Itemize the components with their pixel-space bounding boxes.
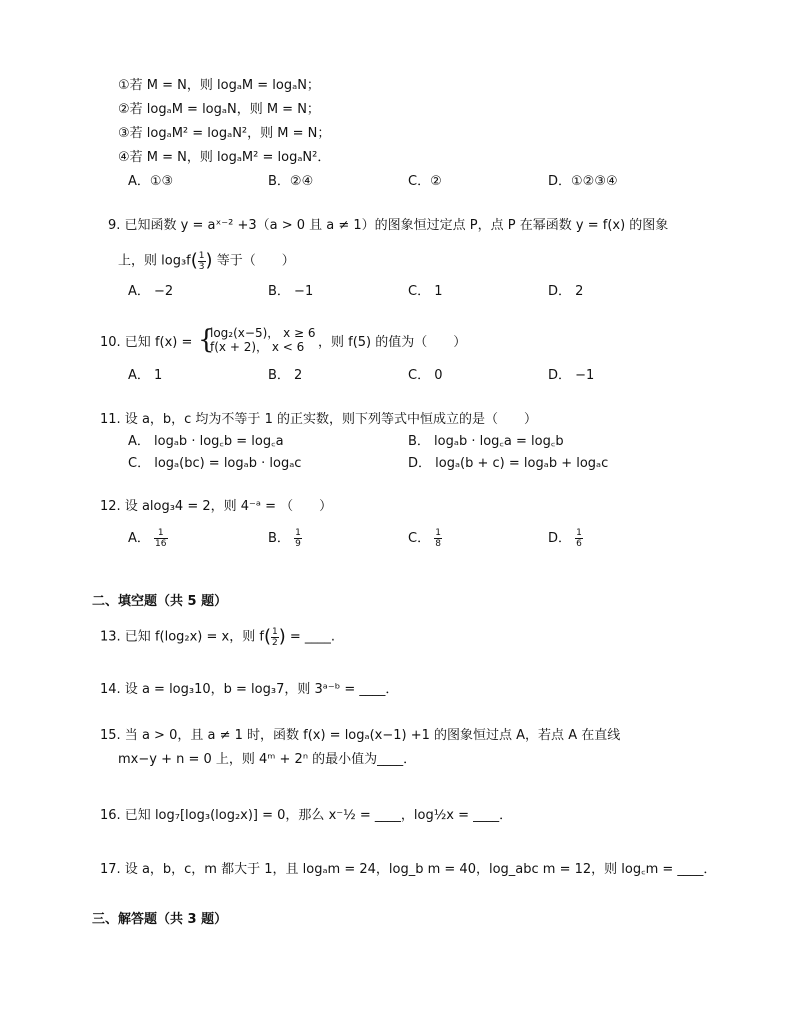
q11-stem: 11. 设 a，b，c 均为不等于 1 的正实数，则下列等式中恒成立的是（ ） [100,412,537,427]
q8-statement-2: ②若 logₐM = logₐN，则 M = N； [118,102,320,117]
q9-option-c: C． 1 [408,284,443,299]
q10-option-c: C． 0 [408,368,443,383]
q13-stem: 13. 已知 f(log₂x) = x，则 f( $\frac{1}{2}$ ) = ____. [100,626,336,648]
q11-option-c: C． logₐ(bc) = logₐb · logₐc [128,456,302,471]
q10-option-d: D． −1 [548,368,595,383]
q8-option-b: B．②④ [268,174,314,189]
q10-stem-pre: 10. 已知 f(x) = [100,335,193,350]
section-solution-title: 三、解答题（共 3 题） [92,912,228,927]
q11-option-a: A． logₐb · log꜀b = log꜀a [128,434,284,449]
section-fill-in-title: 二、填空题（共 5 题） [92,594,228,609]
q10-brace: { [198,325,215,355]
q10-stem-post: ，则 f(5) 的值为（ ） [318,335,467,350]
q8-option-c: C．② [408,174,442,189]
q15-stem-line2: mx−y + n = 0 上，则 4ᵐ + 2ⁿ 的最小值为____． [118,752,417,767]
q12-option-d: D． $\frac{1}{6}$ [548,528,582,549]
q8-option-d: D．①②③④ [548,174,618,189]
q8-statement-1: ①若 M = N，则 logₐM = logₐN； [118,78,320,93]
q11-option-b: B． logₐb · log꜀a = log꜀b [408,434,564,449]
q9-option-b: B． −1 [268,284,314,299]
q9-fraction: $\frac{1}{3}$ [198,250,205,272]
q9-stem-line2: 上，则 log₃f( $\frac{1}{3}$ ) 等于（ ） [118,250,295,272]
q10-case-2: f(x + 2)， x < 6 [210,340,305,354]
q12-option-a: A． $\frac{1}{16}$ [128,528,167,549]
q8-option-a: A．①③ [128,174,174,189]
q10-option-a: A． 1 [128,368,163,383]
q8-statement-4: ④若 M = N，则 logₐM² = logₐN²． [118,150,331,165]
q9-option-d: D． 2 [548,284,584,299]
q12-option-c: C． $\frac{1}{8}$ [408,528,441,549]
q17-stem: 17. 设 a，b，c，m 都大于 1，且 logₐm = 24，log_b m = 40，log_abc m = 12，则 log꜀m = ____． [100,862,717,877]
q9-stem-pre: 上，则 log₃f [118,253,191,269]
q11-option-d: D． logₐ(b + c) = logₐb + logₐc [408,456,609,471]
q9-stem-post: 等于（ ） [216,253,295,269]
q14-stem: 14. 设 a = log₃10，b = log₃7，则 3ᵃ⁻ᵇ = ____． [100,682,399,697]
q12-option-b: B． $\frac{1}{9}$ [268,528,301,549]
q9-stem-line1: 9. 已知函数 y = aˣ⁻² +3（a > 0 且 a ≠ 1）的图象恒过定点 P，点 P 在幂函数 y = f(x) 的图象 [108,218,669,233]
q16-stem: 16. 已知 log₇[log₃(log₂x)] = 0，那么 x⁻½ = ____，log½x = ____． [100,808,513,823]
q9-option-a: A． −2 [128,284,174,299]
q15-stem-line1: 15. 当 a > 0，且 a ≠ 1 时，函数 f(x) = logₐ(x−1) +1 的图象恒过点 A，若点 A 在直线 [100,728,621,743]
q10-case-1: log₂(x−5)， x ≥ 6 [210,326,316,340]
q10-option-b: B． 2 [268,368,303,383]
q8-statement-3: ③若 logₐM² = logₐN²，则 M = N； [118,126,331,141]
q13-fraction: $\frac{1}{2}$ [271,626,278,648]
q12-stem: 12. 设 alog₃4 = 2，则 4⁻ᵃ = （ ） [100,499,333,514]
